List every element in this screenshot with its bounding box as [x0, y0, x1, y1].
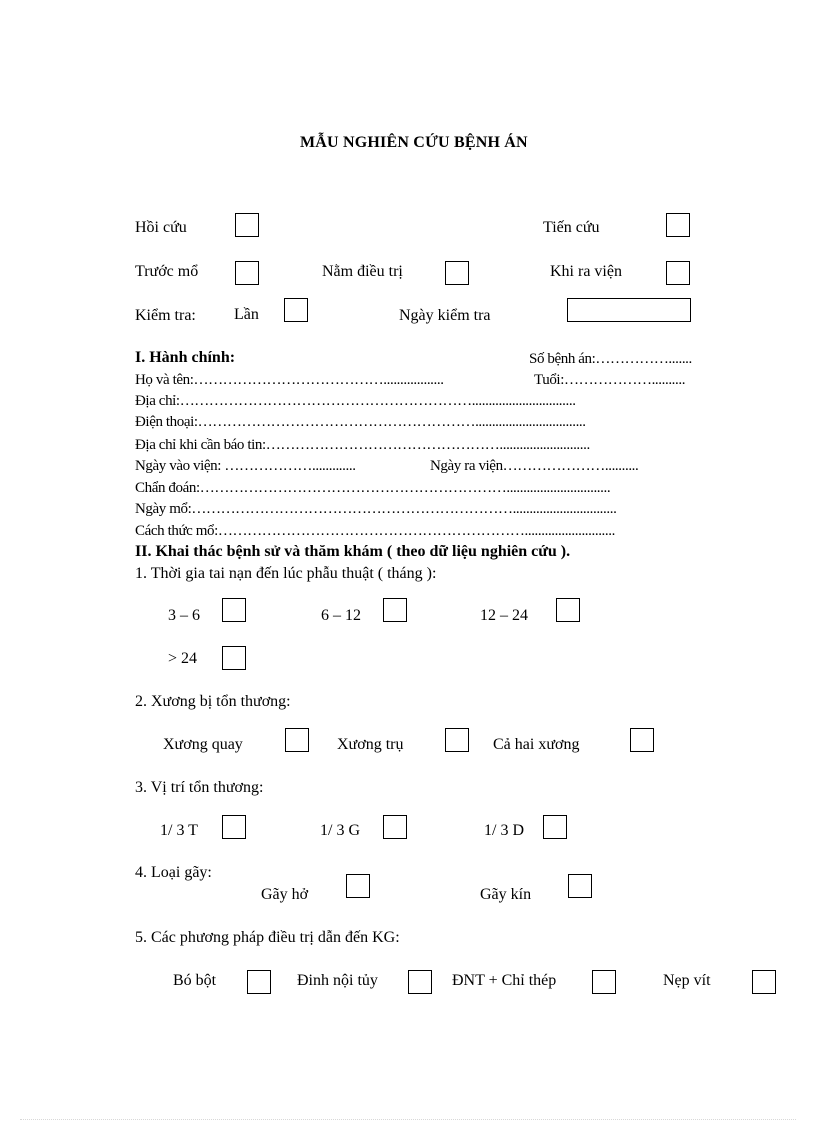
q4-option-label: Gãy hở	[261, 886, 309, 903]
phone-field[interactable]: Điện thoại:………………………………………………….................................	[135, 414, 586, 430]
q1-option-label: > 24	[168, 650, 198, 667]
q1-option-checkbox[interactable]	[383, 598, 407, 622]
q4-option-checkbox[interactable]	[346, 874, 370, 898]
q5-option-checkbox[interactable]	[408, 970, 432, 994]
q1-option-checkbox[interactable]	[556, 598, 580, 622]
q1-option-checkbox[interactable]	[222, 598, 246, 622]
admission-date-field[interactable]: Ngày vào viện: ……………….............	[135, 458, 356, 474]
page-bottom-divider	[20, 1119, 796, 1120]
q3-option-checkbox[interactable]	[383, 815, 407, 839]
q3-label: 3. Vị trí tổn thương:	[135, 779, 264, 796]
q2-option-checkbox[interactable]	[630, 728, 654, 752]
record-number-field[interactable]: Số bệnh án:…………….......	[529, 351, 692, 367]
q5-option-label: Bó bột	[173, 972, 217, 989]
before-surgery-checkbox[interactable]	[235, 261, 259, 285]
q5-option-label: Nẹp vít	[663, 972, 711, 989]
emergency-address-field[interactable]: Địa chỉ khi cần báo tin:…………………………………………...........................	[135, 437, 590, 453]
q2-option-checkbox[interactable]	[445, 728, 469, 752]
q3-option-checkbox[interactable]	[543, 815, 567, 839]
q5-label: 5. Các phương pháp điều trị dẫn đến KG:	[135, 929, 400, 946]
prospective-checkbox[interactable]	[666, 213, 690, 237]
q2-option-label: Cả hai xương	[493, 736, 580, 753]
q3-option-label: 1/ 3 D	[484, 822, 524, 839]
before-surgery-label: Trước mổ	[135, 263, 199, 280]
q4-option-label: Gãy kín	[480, 886, 532, 903]
prospective-label: Tiến cứu	[543, 219, 600, 236]
checkup-times-label: Lần	[234, 306, 259, 323]
diagnosis-field[interactable]: Chẩn đoán:………………………………………………………...............................	[135, 480, 611, 496]
q2-option-label: Xương trụ	[337, 736, 404, 753]
q5-option-checkbox[interactable]	[752, 970, 776, 994]
checkup-date-field[interactable]	[567, 298, 691, 322]
q1-label: 1. Thời gia tai nạn đến lúc phẫu thuật ( tháng ):	[135, 565, 437, 582]
checkup-label: Kiểm tra:	[135, 307, 196, 324]
q5-option-checkbox[interactable]	[592, 970, 616, 994]
q4-label: 4. Loại gãy:	[135, 864, 212, 881]
q5-option-checkbox[interactable]	[247, 970, 271, 994]
q3-option-label: 1/ 3 T	[160, 822, 198, 839]
q2-option-checkbox[interactable]	[285, 728, 309, 752]
discharge-label: Khi ra viện	[550, 263, 622, 280]
q1-option-label: 3 – 6	[168, 607, 200, 624]
address-field[interactable]: Địa chỉ:……………………………………………………...............................	[135, 393, 576, 409]
checkup-date-label: Ngày kiểm tra	[399, 307, 491, 324]
q1-option-checkbox[interactable]	[222, 646, 246, 670]
form-title: MẪU NGHIÊN CỨU BỆNH ÁN	[300, 134, 528, 151]
section2-heading: II. Khai thác bệnh sử và thăm khám ( theo dữ liệu nghiên cứu ).	[135, 543, 571, 560]
discharge-checkbox[interactable]	[666, 261, 690, 285]
inpatient-checkbox[interactable]	[445, 261, 469, 285]
retro-label: Hồi cứu	[135, 219, 187, 236]
q1-option-label: 6 – 12	[321, 607, 361, 624]
checkup-times-box[interactable]	[284, 298, 308, 322]
retro-checkbox[interactable]	[235, 213, 259, 237]
inpatient-label: Nằm điều trị	[322, 263, 403, 280]
q5-option-label: ĐNT + Chỉ thép	[452, 972, 557, 989]
q2-option-label: Xương quay	[163, 736, 243, 753]
discharge-date-field[interactable]: Ngày ra viện…………………..........	[430, 458, 639, 474]
q4-option-checkbox[interactable]	[568, 874, 592, 898]
q5-option-label: Đinh nội tủy	[297, 972, 378, 989]
age-field[interactable]: Tuổi:………………..........	[534, 372, 686, 388]
q3-option-checkbox[interactable]	[222, 815, 246, 839]
surgery-date-field[interactable]: Ngày mổ:…………………………………………………………...............................	[135, 501, 617, 517]
q1-option-label: 12 – 24	[480, 607, 528, 624]
section1-heading: I. Hành chính:	[135, 349, 236, 366]
q2-label: 2. Xương bị tổn thương:	[135, 693, 291, 710]
surgery-method-field[interactable]: Cách thức mổ:………………………………………………………...........................	[135, 523, 615, 539]
name-field[interactable]: Họ và tên:…………………………………..................	[135, 372, 444, 388]
q3-option-label: 1/ 3 G	[320, 822, 360, 839]
